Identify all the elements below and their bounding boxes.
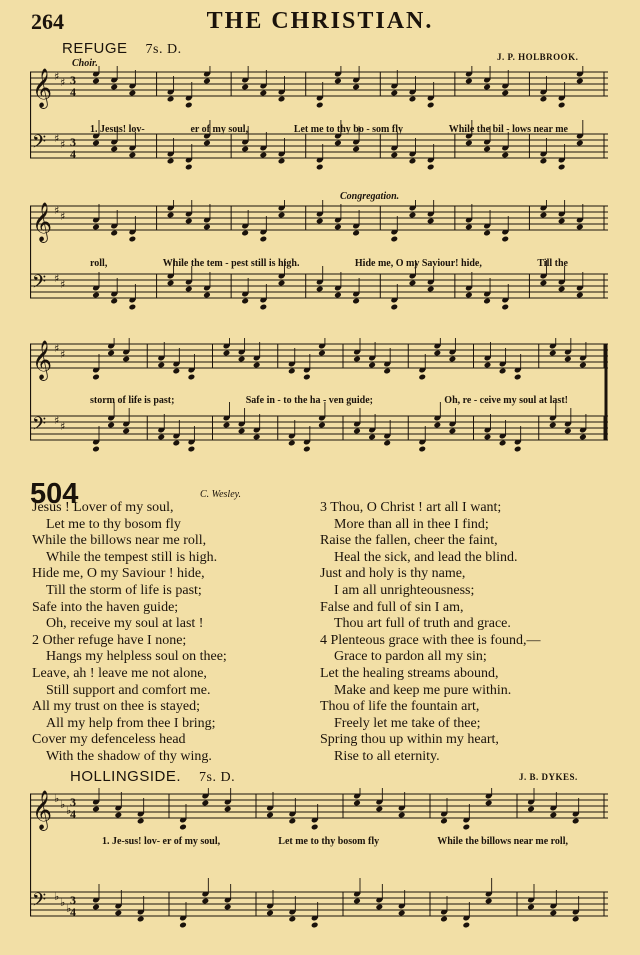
svg-text:♯: ♯	[54, 70, 60, 83]
svg-text:♯: ♯	[54, 414, 60, 427]
svg-text:𝄢: 𝄢	[32, 890, 47, 915]
verse-line: Rise to all eternity.	[334, 748, 440, 764]
svg-text:♭: ♭	[66, 902, 72, 915]
verse-line: Freely let me take of thee;	[334, 715, 481, 731]
verse-line: Still support and comfort me.	[46, 682, 211, 698]
verse-line: With the shadow of thy wing.	[46, 748, 212, 764]
tune-composer: J. P. HOLBROOK.	[497, 52, 579, 62]
verse-line: Till the storm of life is past;	[46, 582, 202, 598]
svg-text:3: 3	[70, 135, 76, 149]
lyric-line-1: 1. Jesus! lov- er of my soul, Let me to thy bo - som fly While the bil - lows near me	[90, 124, 568, 135]
tune-meter: 7s. D.	[145, 42, 182, 57]
page-header: THE CHRISTIAN.	[206, 8, 434, 34]
congregation-label: Congregation.	[340, 191, 400, 202]
music-system-4	[30, 788, 608, 948]
verse-line: I am all unrighteousness;	[334, 582, 475, 598]
svg-text:♯: ♯	[60, 348, 66, 361]
svg-text:𝄞: 𝄞	[32, 68, 53, 108]
tune-meter: 7s. D.	[199, 770, 236, 785]
svg-text:♯: ♯	[60, 76, 66, 89]
music-system-1	[30, 66, 608, 190]
svg-text:♯: ♯	[60, 138, 66, 151]
svg-text:4: 4	[70, 905, 76, 919]
verse-line: False and full of sin I am,	[320, 599, 464, 615]
verse-line: 4 Plenteous grace with thee is found,—	[320, 632, 541, 648]
verse-line: More than all in thee I find;	[334, 516, 489, 532]
svg-text:♯: ♯	[54, 272, 60, 285]
svg-text:4: 4	[70, 85, 76, 99]
svg-text:♯: ♯	[54, 342, 60, 355]
verse-line: All my trust on thee is stayed;	[32, 699, 200, 715]
verse-line: Leave, ah ! leave me not alone,	[32, 665, 207, 681]
svg-text:3: 3	[70, 73, 76, 87]
verse-line: Raise the fallen, cheer the faint,	[320, 533, 498, 549]
svg-text:𝄢: 𝄢	[32, 272, 47, 297]
tune-name: REFUGE	[62, 40, 128, 57]
svg-text:4: 4	[70, 147, 76, 161]
choir-label: Choir.	[72, 58, 98, 69]
verse-line: 3 Thou, O Christ ! art all I want;	[320, 500, 502, 515]
music-system-3	[30, 338, 608, 472]
svg-text:4: 4	[70, 807, 76, 821]
svg-text:3: 3	[70, 893, 76, 907]
lyric-line-4: 1. Je-sus! lov- er of my soul, Let me to thy bosom fly While the billows near me roll,	[102, 836, 568, 847]
music-system-2	[30, 200, 608, 330]
hymn-number: 504	[30, 478, 79, 510]
verse-line: Spring thou up within my heart,	[320, 732, 499, 748]
verse-line: Make and keep me pure within.	[334, 682, 512, 698]
lyric-line-2: roll, While the tem - pest still is high. Hide me, O my Saviour! hide, Till the	[90, 258, 568, 269]
svg-text:♯: ♯	[60, 420, 66, 433]
verse-line: Heal the sick, and lead the blind.	[334, 549, 518, 565]
hymn-author: C. Wesley.	[200, 489, 242, 500]
verse-line: Let the healing streams abound,	[320, 665, 499, 681]
svg-text:♭: ♭	[66, 804, 72, 817]
verse-line: Hangs my helpless soul on thee;	[46, 649, 227, 665]
svg-text:♯: ♯	[54, 132, 60, 145]
verse-column-right	[320, 500, 540, 766]
verse-line: Let me to thy bosom fly	[46, 516, 181, 532]
staff-notation	[30, 788, 608, 948]
verse-line: While the tempest still is high.	[46, 549, 218, 565]
tune-heading-refuge	[62, 40, 182, 58]
tune-heading-hollingside	[70, 768, 235, 786]
verse-line: All my help from thee I bring;	[46, 715, 216, 731]
svg-text:♭: ♭	[60, 798, 66, 811]
svg-text:𝄞: 𝄞	[32, 340, 53, 380]
svg-text:♭: ♭	[54, 792, 60, 805]
verse-line: Safe into the haven guide;	[32, 599, 179, 615]
svg-text:♯: ♯	[60, 278, 66, 291]
verse-column-left	[32, 500, 227, 766]
svg-text:𝄞: 𝄞	[32, 202, 53, 242]
lyric-line-3: storm of life is past; Safe in - to the ha - ven guide; Oh, re - ceive my soul at last!	[90, 395, 568, 406]
verse-line: Thou art full of truth and grace.	[334, 616, 511, 632]
svg-text:𝄞: 𝄞	[32, 790, 53, 830]
page-number: 264	[31, 9, 64, 34]
svg-text:♭: ♭	[60, 896, 66, 909]
tune-name: HOLLINGSIDE.	[70, 768, 182, 785]
verse-line: Hide me, O my Saviour ! hide,	[32, 566, 205, 582]
verse-line: Just and holy is thy name,	[320, 566, 466, 582]
tune-composer: J. B. DYKES.	[519, 772, 578, 782]
verse-line: Jesus ! Lover of my soul,	[32, 500, 174, 515]
verse-line: Cover my defenceless head	[32, 732, 186, 748]
svg-text:𝄢: 𝄢	[32, 414, 47, 439]
svg-text:♭: ♭	[54, 890, 60, 903]
verse-line: Grace to pardon all my sin;	[334, 649, 487, 665]
verse-line: Oh, receive my soul at last !	[46, 616, 204, 632]
verse-line: While the billows near me roll,	[32, 533, 207, 549]
svg-text:𝄢: 𝄢	[32, 132, 47, 157]
verse-line: Thou of life the fountain art,	[320, 699, 480, 715]
verse-line: 2 Other refuge have I none;	[32, 632, 187, 648]
svg-text:♯: ♯	[60, 210, 66, 223]
svg-text:3: 3	[70, 795, 76, 809]
svg-text:♯: ♯	[54, 204, 60, 217]
